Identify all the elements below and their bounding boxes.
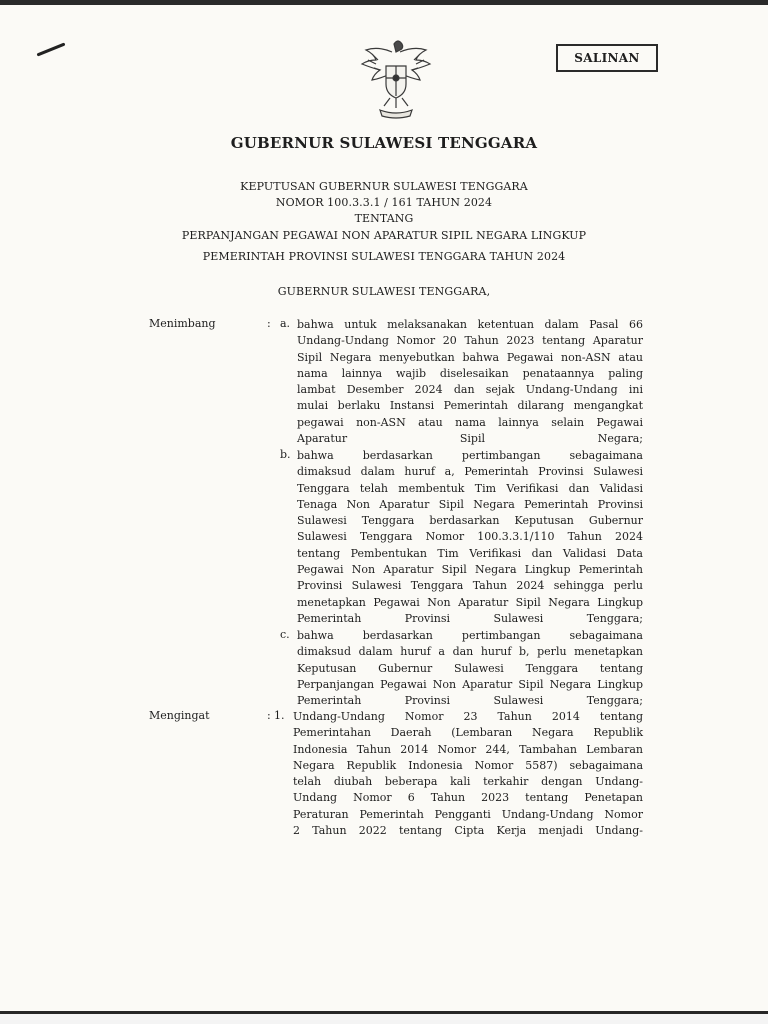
- text-line: bahwa berdasarkan pertimbangan sebagaimana: [297, 449, 643, 462]
- issuer-line: GUBERNUR SULAWESI TENGGARA,: [277, 285, 491, 298]
- menimbang-item-a: [297, 317, 643, 447]
- text-line: pegawai non-ASN atau nama lainnya selain Pegawai: [297, 415, 643, 429]
- text-line: Perpanjangan Pegawai Non Aparatur Sipil Negara Lingkup: [297, 677, 643, 691]
- text-line: Undang Nomor 6 Tahun 2023 tentang Penetapan: [293, 791, 643, 805]
- decree-tentang: TENTANG: [354, 212, 414, 225]
- text-line: Sipil Negara menyebutkan bahwa Pegawai non-ASN atau: [297, 350, 643, 364]
- decree-number: NOMOR 100.3.3.1 / 161 TAHUN 2024: [275, 196, 493, 209]
- text-line: Provinsi Sulawesi Tenggara Tahun 2024 sehingga perlu: [297, 579, 643, 593]
- text-line: nama lainnya wajib diselesaikan penataannya paling: [297, 366, 643, 380]
- text-line: Keputusan Gubernur Sulawesi Tenggara tentang: [297, 661, 643, 675]
- text-line: Sulawesi Tenggara berdasarkan Keputusan Gubernur: [297, 514, 643, 528]
- menimbang-item-b: [297, 448, 643, 627]
- menimbang-item-letter: a.: [280, 317, 291, 330]
- menimbang-colon: :: [267, 317, 271, 330]
- text-line: telah diubah beberapa kali terkahir dengan Undang-: [293, 775, 643, 789]
- text-line: Peraturan Pemerintah Pengganti Undang-Undang Nomor: [293, 807, 643, 821]
- text-line: Pemerintah Provinsi Sulawesi Tenggara;: [297, 611, 643, 625]
- text-line: Sulawesi Tenggara Nomor 100.3.3.1/110 Tahun 2024: [297, 530, 643, 544]
- menimbang-item-letter: b.: [280, 448, 291, 461]
- text-line: Indonesia Tahun 2014 Nomor 244, Tambahan Lembaran: [293, 742, 643, 756]
- text-line: Negara Republik Indonesia Nomor 5587) sebagaimana: [293, 758, 643, 772]
- text-line: Undang-Undang Nomor 20 Tahun 2023 tentang Aparatur: [297, 334, 643, 348]
- mengingat-label: Mengingat: [149, 709, 210, 722]
- text-line: dimaksud dalam huruf a dan huruf b, perlu menetapkan: [297, 645, 643, 659]
- decree-subject-line-2: PEMERINTAH PROVINSI SULAWESI TENGGARA TAHUN 2024: [202, 250, 566, 263]
- text-line: dimaksud dalam huruf a, Pemerintah Provinsi Sulawesi: [297, 465, 643, 479]
- text-line: Undang-Undang Nomor 23 Tahun 2014 tentang: [293, 710, 643, 723]
- menimbang-label: Menimbang: [149, 317, 216, 330]
- document-title: GUBERNUR SULAWESI TENGGARA: [230, 134, 538, 152]
- mengingat-colon: :: [267, 709, 271, 722]
- bottom-border: [0, 1011, 768, 1014]
- garuda-emblem-icon: [356, 36, 436, 122]
- mengingat-item-1: [293, 709, 643, 839]
- text-line: menetapkan Pegawai Non Aparatur Sipil Negara Lingkup: [297, 595, 643, 609]
- mengingat-item-number: 1.: [274, 709, 285, 722]
- text-line: bahwa berdasarkan pertimbangan sebagaimana: [297, 629, 643, 642]
- text-line: Pemerintah Provinsi Sulawesi Tenggara;: [297, 694, 643, 708]
- text-line: tentang Pembentukan Tim Verifikasi dan Validasi Data: [297, 546, 643, 560]
- menimbang-item-letter: c.: [280, 628, 290, 641]
- text-line: 2 Tahun 2022 tentang Cipta Kerja menjadi Undang-: [293, 824, 643, 838]
- text-line: Tenggara telah membentuk Tim Verifikasi dan Validasi: [297, 481, 643, 495]
- text-line: Pegawai Non Aparatur Sipil Negara Lingkup Pemerintah: [297, 563, 643, 577]
- decree-line: KEPUTUSAN GUBERNUR SULAWESI TENGGARA: [240, 180, 528, 193]
- text-line: lambat Desember 2024 dan sejak Undang-Undang ini: [297, 383, 643, 397]
- text-line: Tenaga Non Aparatur Sipil Negara Pemerintah Provinsi: [297, 497, 643, 511]
- text-line: Aparatur Sipil Negara;: [297, 432, 643, 446]
- salinan-stamp: SALINAN: [556, 44, 658, 72]
- menimbang-item-c: [297, 628, 643, 709]
- decree-subject-line-1: PERPANJANGAN PEGAWAI NON APARATUR SIPIL NEGARA LINGKUP: [181, 229, 587, 242]
- text-line: mulai berlaku Instansi Pemerintah dilarang mengangkat: [297, 399, 643, 413]
- text-line: Pemerintahan Daerah (Lembaran Negara Republik: [293, 726, 643, 740]
- text-line: bahwa untuk melaksanakan ketentuan dalam Pasal 66: [297, 318, 643, 331]
